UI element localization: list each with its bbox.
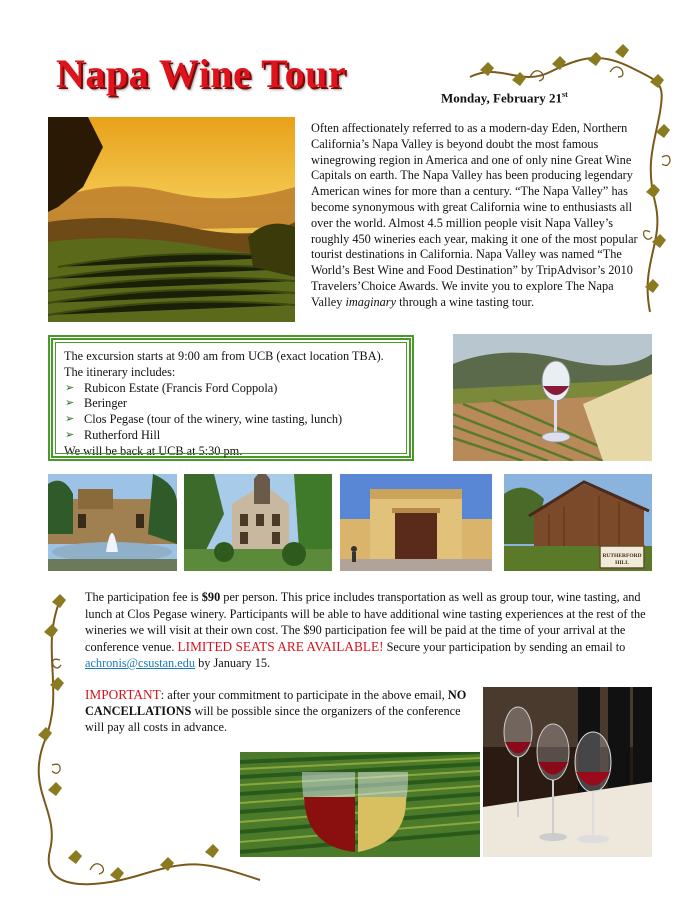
photo-rutherford-hill (504, 474, 652, 571)
important-paragraph: IMPORTANT: after your commitment to participate in the above email, NO CANCELLATIONS will be possible since the organizers of the conference will pay all costs in advance. (85, 687, 467, 734)
photo-vineyard-wine-glass (453, 334, 652, 461)
fee-paragraph: The participation fee is $90 per person. This price includes transportation as well as group tour, wine tasting, and lunch at Clos Pegase winery. Participants will be able to have additional wine tasting experiences at the rest of the wineries we will visit at their own cost. The $90 participation fee will be paid at the time of your arrival at the conference venue. LIMITED SEATS ARE AVAILABLE! Secure your participation by sending an email to achronis@csustan.edu by January 15. (85, 590, 646, 670)
contact-email-link[interactable]: achronis@csustan.edu (85, 656, 196, 670)
itinerary-list (64, 381, 399, 444)
photo-rubicon-fountain (48, 474, 177, 571)
no-cancellations: NO CANCELLATIONS (85, 688, 467, 718)
rutherford-sign-line1: RUTHERFORD (602, 553, 642, 559)
rutherford-sign-line2: HILL (615, 560, 629, 566)
important-label: IMPORTANT (85, 687, 161, 702)
list-item: ➢ Beringer (64, 396, 399, 412)
list-item: ➢ Clos Pegase (tour of the winery, wine tasting, lunch) (64, 412, 399, 428)
intro-paragraph: Often affectionately referred to as a modern-day Eden, Northern California’s Napa Valley is beyond doubt the most famous winegrowing region in America and one of only nine Great Wine Capitals on earth. The Napa Valley has been producing legendary American wines for more than a century. “The Napa Valley” has become synonymous with great California wine to enthusiasts all over the world. Almost 4.5 million people visit Napa Valley’s roughly 450 wineries each year, making it one of the most popular tourist destinations in California. Napa Valley was named “The World’s Best Wine and Food Destination” by TripAdvisor’s 2010 Travelers’Choice Awards. We invite you to explore The Napa Valley imaginary through a wine tasting tour. (311, 121, 638, 309)
fee-price: $90 (201, 590, 221, 604)
photo-clos-pegase (340, 474, 492, 571)
photo-beringer-mansion (184, 474, 332, 571)
itinerary-start: The excursion starts at 9:00 am from UCB (exact location TBA). (64, 349, 384, 363)
photo-vineyard-red-white-wine (240, 752, 480, 857)
event-date: Monday, February 21st (441, 90, 568, 106)
list-item: ➢ Rubicon Estate (Francis Ford Coppola) (64, 381, 399, 397)
photo-wine-glasses (483, 687, 652, 857)
page-title: Napa Wine Tour (56, 51, 347, 96)
photo-vineyard-sunset (48, 117, 295, 322)
itinerary-return: We will be back at UCB at 5:30 pm. (64, 443, 243, 458)
list-item: ➢ Rutherford Hill (64, 428, 399, 444)
itinerary-includes-label: The itinerary includes: (64, 364, 176, 379)
itinerary-box (48, 335, 414, 461)
limited-seats-notice: LIMITED SEATS ARE AVAILABLE! (177, 638, 384, 654)
